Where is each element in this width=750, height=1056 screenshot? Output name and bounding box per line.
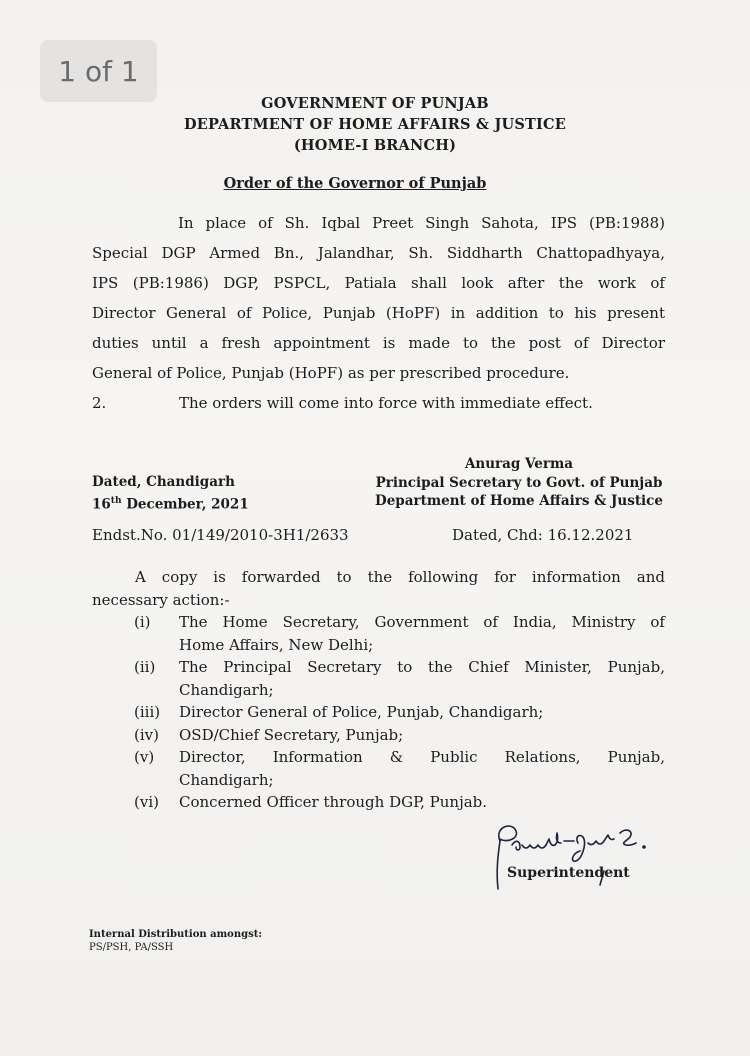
date-day-suffix: th	[110, 495, 122, 506]
paragraph-number: 2.	[92, 394, 107, 412]
signatory-designation: Principal Secretary to Govt. of Punjab	[375, 474, 663, 491]
order-paragraph	[92, 208, 665, 388]
paragraph-line: Special DGP Armed Bn., Jalandhar, Sh. Siddharth Chattopadhyaya,	[92, 244, 665, 262]
header-government: GOVERNMENT OF PUNJAB	[261, 95, 489, 112]
list-item	[134, 701, 665, 724]
paragraph-line: Director General of Police, Punjab (HoPF) in addition to his present	[92, 304, 665, 322]
dated-place: Dated, Chandigarh	[92, 474, 235, 490]
endorsement-date: Dated, Chd: 16.12.2021	[452, 526, 634, 544]
dated-block	[92, 473, 249, 514]
list-item-number: (iv)	[134, 725, 159, 744]
endorsement-number: Endst.No. 01/149/2010-3H1/2633	[92, 526, 349, 544]
copy-intro-line: necessary action:-	[92, 591, 230, 609]
header-branch: (HOME-I BRANCH)	[293, 137, 457, 154]
list-item-text: Concerned Officer through DGP, Punjab.	[179, 793, 488, 811]
copy-intro	[92, 566, 665, 612]
list-item	[134, 791, 665, 814]
page-indicator: 1 of 1	[40, 40, 157, 102]
recipient-list	[134, 611, 665, 814]
internal-distribution-list: PS/PSH, PA/SSH	[89, 942, 174, 953]
date-month-year: December, 2021	[121, 496, 249, 512]
paragraph-line: General of Police, Punjab (HoPF) as per prescribed procedure.	[92, 364, 570, 382]
signatory-name: Anurag Verma	[464, 456, 574, 472]
superintendent-label: Superintendent	[507, 865, 630, 881]
list-item-text: Chandigarh;	[179, 680, 274, 699]
list-item	[134, 656, 665, 701]
paragraph-line: duties until a fresh appointment is made to the post of Director	[92, 334, 665, 352]
list-item-text: The Home Secretary, Government of India, Ministry of	[179, 613, 665, 631]
internal-distribution-title: Internal Distribution amongst:	[89, 929, 263, 940]
list-item	[134, 746, 665, 791]
dated-date	[92, 492, 249, 514]
list-item-number: (ii)	[134, 658, 156, 676]
list-item-number: (iii)	[134, 703, 161, 721]
list-item-text: Home Affairs, New Delhi;	[179, 635, 374, 654]
paragraph-line: In place of Sh. Iqbal Preet Singh Sahota, IPS (PB:1988)	[178, 214, 665, 232]
list-item-text: Director General of Police, Punjab, Chandigarh;	[179, 703, 544, 721]
paragraph-two-text: The orders will come into force with immediate effect.	[179, 394, 593, 412]
list-item-text: OSD/Chief Secretary, Punjab;	[179, 725, 404, 744]
list-item-number: (vi)	[134, 793, 159, 811]
paragraph-line: IPS (PB:1986) DGP, PSPCL, Patiala shall look after the work of	[92, 274, 665, 292]
header-department: DEPARTMENT OF HOME AFFAIRS & JUSTICE	[183, 116, 567, 133]
list-item-number: (i)	[134, 613, 151, 631]
list-item-text: Chandigarh;	[179, 770, 274, 789]
signatory-department: Department of Home Affairs & Justice	[374, 493, 663, 509]
copy-intro-line: A copy is forwarded to the following for information and	[135, 568, 665, 586]
list-item-number: (v)	[134, 748, 155, 766]
list-item	[134, 724, 665, 747]
signatory-block	[375, 455, 663, 511]
list-item-text: The Principal Secretary to the Chief Minister, Punjab,	[179, 658, 665, 676]
date-day: 16	[92, 496, 111, 512]
order-title: Order of the Governor of Punjab	[223, 175, 487, 192]
list-item	[134, 611, 665, 656]
internal-distribution	[89, 928, 262, 954]
list-item-text: Director, Information & Public Relations, Punjab,	[179, 748, 665, 766]
